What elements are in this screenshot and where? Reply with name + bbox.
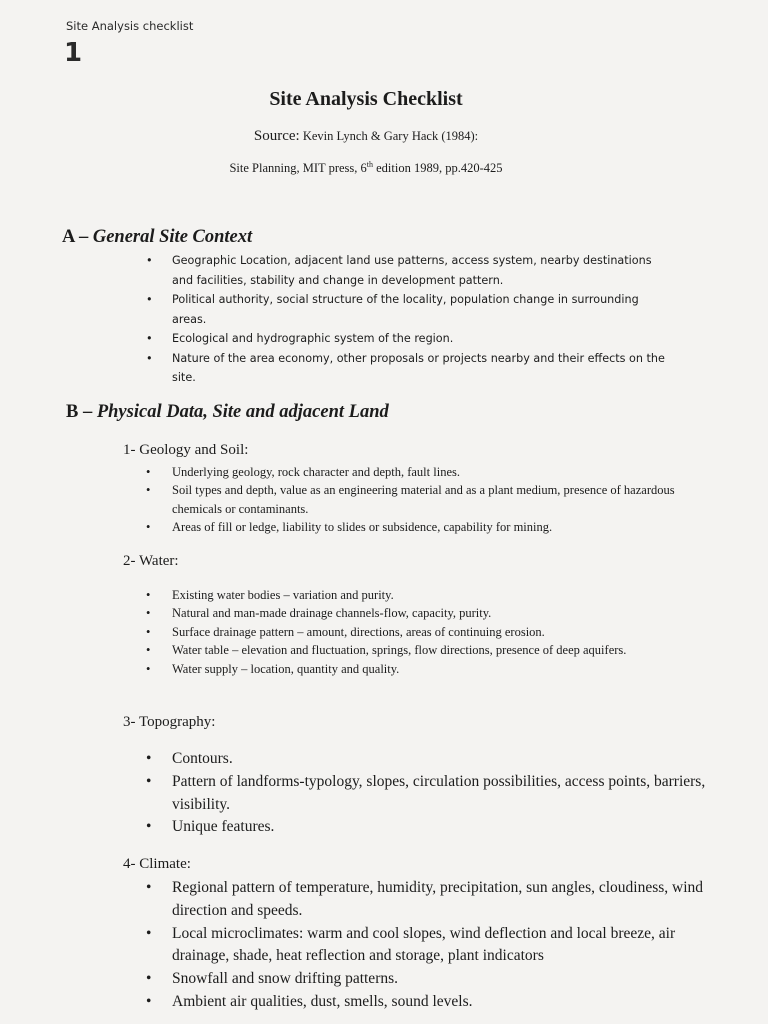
geology-heading: 1- Geology and Soil:	[123, 442, 249, 458]
bullet-icon: •	[146, 772, 152, 790]
list-item-text: Contours.	[172, 750, 233, 767]
source-line	[0, 128, 732, 145]
publication-line	[0, 160, 732, 176]
bullet-icon: •	[146, 818, 152, 836]
bullet-icon: •	[146, 643, 151, 658]
bullet-icon: •	[146, 992, 152, 1010]
list-item-text: Areas of fill or ledge, liability to slides or subsidence, capability for mining.	[172, 520, 553, 535]
list-item	[146, 481, 686, 518]
list-item-text: Surface drainage pattern – amount, directions, areas of continuing erosion.	[172, 624, 545, 639]
list-item-text: Water supply – location, quantity and quality.	[172, 661, 400, 676]
bullet-icon: •	[146, 351, 153, 365]
list-item-text: Political authority, social structure of the locality, population change in surrounding areas.	[172, 293, 639, 326]
water-heading: 2- Water:	[123, 553, 179, 569]
list-item	[146, 660, 686, 678]
topography-list	[146, 748, 706, 839]
bullet-icon: •	[146, 483, 151, 498]
list-item	[146, 641, 686, 659]
list-item-text: Ambient air qualities, dust, smells, sound levels.	[172, 992, 473, 1010]
bullet-icon: •	[146, 254, 153, 267]
section-b-prefix: B –	[66, 402, 97, 422]
list-item	[146, 923, 706, 969]
section-a-title: General Site Context	[92, 227, 253, 247]
climate-heading: 4- Climate:	[123, 856, 191, 872]
geology-list	[146, 463, 686, 537]
list-item	[146, 518, 686, 536]
section-a-list	[146, 251, 676, 388]
list-item-text: Natural and man-made drainage channels-flow, capacity, purity.	[172, 606, 492, 621]
list-item-text: Pattern of landforms-typology, slopes, circulation possibilities, access points, barriers, visibility.	[172, 772, 706, 813]
source-authors: Kevin Lynch & Gary Hack (1984):	[302, 129, 479, 143]
list-item	[146, 463, 686, 481]
list-item	[146, 748, 706, 771]
list-item-text: Soil types and depth, value as an engineering material and as a plant medium, presence of hazardous chemicals or contaminants.	[172, 483, 675, 516]
list-item	[146, 586, 686, 604]
publication-superscript: th	[366, 160, 373, 169]
climate-list	[146, 877, 706, 1014]
list-item-text: Local microclimates: warm and cool slopes, wind deflection and local breeze, air drainage, shade, heat reflection and storage, plant indicators	[172, 924, 676, 965]
list-item	[146, 329, 676, 349]
list-item-text: Unique features.	[172, 818, 275, 836]
bullet-icon: •	[146, 588, 151, 602]
bullet-icon: •	[146, 520, 151, 535]
section-b-title: Physical Data, Site and adjacent Land	[96, 402, 389, 422]
running-header: Site Analysis checklist	[66, 19, 194, 33]
list-item	[146, 968, 706, 991]
list-item	[146, 623, 686, 641]
list-item-text: Regional pattern of temperature, humidity, precipitation, sun angles, cloudiness, wind direction and speeds.	[172, 879, 704, 919]
list-item-text: Geographic Location, adjacent land use patterns, access system, nearby destinations and facilities, stability and change in development pattern.	[172, 254, 652, 287]
source-lead: Source:	[253, 128, 300, 144]
bullet-icon: •	[146, 750, 152, 767]
list-item-text: Snowfall and snow drifting patterns.	[172, 970, 399, 988]
bullet-icon: •	[146, 970, 152, 988]
section-a-heading	[62, 227, 252, 248]
topography-heading: 3- Topography:	[123, 714, 216, 730]
bullet-icon: •	[146, 661, 151, 676]
bullet-icon: •	[146, 624, 151, 639]
list-item	[146, 349, 676, 388]
list-item-text: Water table – elevation and fluctuation, springs, flow directions, presence of deep aquifers.	[172, 643, 627, 658]
list-item-text: Underlying geology, rock character and depth, fault lines.	[172, 465, 460, 479]
list-item	[146, 991, 706, 1014]
document-title: Site Analysis Checklist	[269, 88, 463, 110]
list-item	[146, 251, 676, 290]
bullet-icon: •	[146, 879, 152, 896]
list-item	[146, 816, 706, 839]
bullet-icon: •	[146, 924, 152, 942]
list-item	[146, 604, 686, 622]
list-item	[146, 877, 706, 923]
list-item	[146, 290, 676, 329]
section-b-heading	[66, 402, 389, 423]
bullet-icon: •	[146, 606, 151, 621]
list-item-text: Ecological and hydrographic system of the region.	[172, 332, 454, 345]
bullet-icon: •	[146, 332, 153, 345]
page-number: 1	[64, 38, 83, 68]
water-list	[146, 586, 686, 678]
bullet-icon: •	[146, 465, 151, 479]
list-item-text: Existing water bodies – variation and purity.	[172, 588, 394, 602]
list-item-text: Nature of the area economy, other proposals or projects nearby and their effects on the site.	[172, 351, 665, 384]
publication-before: Site Planning, MIT press, 6	[229, 161, 367, 176]
list-item	[146, 771, 706, 817]
bullet-icon: •	[146, 293, 153, 306]
section-a-prefix: A –	[62, 227, 93, 247]
publication-after: edition 1989, pp.420-425	[373, 161, 503, 176]
